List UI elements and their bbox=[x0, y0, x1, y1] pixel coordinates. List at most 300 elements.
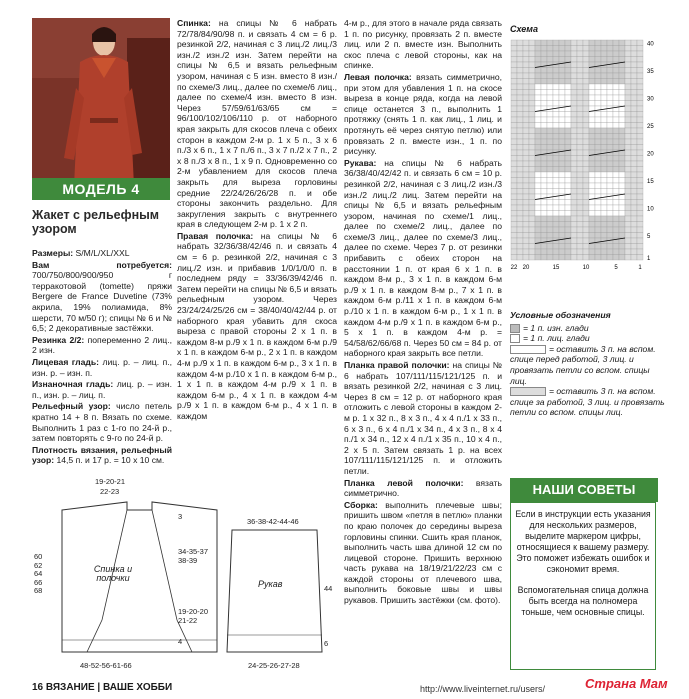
scheme-cell bbox=[547, 255, 553, 261]
scheme-cell bbox=[535, 249, 541, 255]
paragraph-heading: Планка левой полочки: bbox=[344, 477, 464, 488]
scheme-cell bbox=[607, 205, 613, 211]
scheme-cell bbox=[631, 128, 637, 134]
scheme-cell bbox=[553, 167, 559, 173]
scheme-cell bbox=[607, 145, 613, 151]
scheme-cell bbox=[583, 167, 589, 173]
scheme-cell bbox=[577, 106, 583, 112]
dim-label: 4 bbox=[178, 637, 183, 646]
scheme-cell bbox=[625, 205, 631, 211]
scheme-cell bbox=[547, 244, 553, 250]
scheme-cell bbox=[565, 123, 571, 129]
scheme-cell bbox=[541, 128, 547, 134]
scheme-cell bbox=[595, 249, 601, 255]
scheme-cell bbox=[553, 249, 559, 255]
scheme-cell bbox=[631, 90, 637, 96]
scheme-cell bbox=[565, 178, 571, 184]
paragraph-heading: Левая полочка: bbox=[344, 71, 412, 82]
scheme-cell bbox=[595, 183, 601, 189]
scheme-cell bbox=[619, 211, 625, 217]
paragraph-heading: Размеры: bbox=[32, 248, 74, 258]
scheme-cell bbox=[583, 233, 589, 239]
scheme-cell bbox=[529, 222, 535, 228]
scheme-cell bbox=[547, 156, 553, 162]
scheme-cell bbox=[535, 57, 541, 63]
scheme-cell bbox=[631, 244, 637, 250]
scheme-cell bbox=[565, 128, 571, 134]
scheme-cell bbox=[589, 128, 595, 134]
scheme-cell bbox=[577, 249, 583, 255]
scheme-cell bbox=[601, 101, 607, 107]
scheme-cell bbox=[547, 123, 553, 129]
scheme-cell bbox=[571, 249, 577, 255]
scheme-cell bbox=[595, 123, 601, 129]
scheme-cell bbox=[595, 233, 601, 239]
scheme-cell bbox=[523, 90, 529, 96]
scheme-cell bbox=[577, 117, 583, 123]
scheme-cell bbox=[523, 84, 529, 90]
scheme-cell bbox=[625, 62, 631, 68]
scheme-cell bbox=[637, 167, 643, 173]
scheme-cell bbox=[541, 46, 547, 52]
scheme-cell bbox=[523, 51, 529, 57]
scheme-cell bbox=[589, 112, 595, 118]
scheme-cell bbox=[559, 134, 565, 140]
scheme-cell bbox=[547, 233, 553, 239]
scheme-cell bbox=[625, 145, 631, 151]
scheme-cell bbox=[535, 134, 541, 140]
scheme-cell bbox=[607, 200, 613, 206]
scheme-cell bbox=[607, 189, 613, 195]
scheme-cell bbox=[541, 205, 547, 211]
scheme-cell bbox=[559, 255, 565, 261]
scheme-cell bbox=[577, 178, 583, 184]
scheme-cell bbox=[619, 205, 625, 211]
scheme-cell bbox=[637, 227, 643, 233]
scheme-cell bbox=[565, 249, 571, 255]
scheme-cell bbox=[571, 150, 577, 156]
scheme-cell bbox=[589, 101, 595, 107]
scheme-cell bbox=[577, 57, 583, 63]
scheme-cell bbox=[547, 189, 553, 195]
article-title: Жакет с рельефным узором bbox=[32, 208, 160, 236]
scheme-cell bbox=[559, 112, 565, 118]
scheme-cell bbox=[535, 128, 541, 134]
scheme-cell bbox=[535, 178, 541, 184]
scheme-cell bbox=[595, 112, 601, 118]
scheme-cell bbox=[589, 145, 595, 151]
scheme-cell bbox=[559, 51, 565, 57]
scheme-cell bbox=[625, 57, 631, 63]
scheme-cell bbox=[637, 57, 643, 63]
scheme-cell bbox=[589, 79, 595, 85]
scheme-cell bbox=[553, 73, 559, 79]
dim-label: 36-38-42-44-46 bbox=[247, 517, 299, 526]
scheme-cell bbox=[523, 106, 529, 112]
scheme-cell bbox=[625, 194, 631, 200]
scheme-cell bbox=[571, 128, 577, 134]
scheme-cell bbox=[571, 227, 577, 233]
scheme-cell bbox=[601, 128, 607, 134]
scheme-cell bbox=[625, 40, 631, 46]
scheme-cell bbox=[559, 123, 565, 129]
scheme-cell bbox=[595, 134, 601, 140]
scheme-cell bbox=[559, 139, 565, 145]
scheme-cell bbox=[637, 134, 643, 140]
text-column-2 bbox=[177, 18, 337, 423]
scheme-cell bbox=[637, 101, 643, 107]
scheme-cell bbox=[619, 51, 625, 57]
scheme-cell bbox=[625, 79, 631, 85]
scheme-cell bbox=[637, 183, 643, 189]
scheme-cell bbox=[529, 128, 535, 134]
scheme-cell bbox=[625, 183, 631, 189]
scheme-cell bbox=[583, 95, 589, 101]
scheme-cell bbox=[631, 40, 637, 46]
scheme-cell bbox=[547, 222, 553, 228]
scheme-cell bbox=[625, 222, 631, 228]
paragraph-text: лиц. р. – лиц. п., изн. р. – изн. п. bbox=[32, 356, 172, 378]
scheme-cell bbox=[559, 200, 565, 206]
scheme-cell bbox=[619, 40, 625, 46]
scheme-cell bbox=[571, 178, 577, 184]
scheme-cell bbox=[511, 112, 517, 118]
scheme-cell bbox=[529, 183, 535, 189]
scheme-cell bbox=[547, 79, 553, 85]
scheme-cell bbox=[547, 40, 553, 46]
scheme-cell bbox=[529, 84, 535, 90]
scheme-cell bbox=[613, 216, 619, 222]
scheme-cell bbox=[511, 134, 517, 140]
scheme-cell bbox=[547, 112, 553, 118]
scheme-cell bbox=[637, 90, 643, 96]
scheme-cell bbox=[529, 40, 535, 46]
scheme-cell bbox=[571, 238, 577, 244]
scheme-cell bbox=[589, 117, 595, 123]
scheme-cell bbox=[637, 95, 643, 101]
scheme-cell bbox=[523, 255, 529, 261]
scheme-cell bbox=[529, 73, 535, 79]
scheme-cell bbox=[511, 211, 517, 217]
scheme-cell bbox=[619, 161, 625, 167]
scheme-cell bbox=[553, 200, 559, 206]
scheme-cell bbox=[607, 255, 613, 261]
scheme-cell bbox=[583, 183, 589, 189]
scheme-cell bbox=[583, 211, 589, 217]
scheme-cell bbox=[517, 128, 523, 134]
scheme-cell bbox=[595, 139, 601, 145]
scheme-cell bbox=[595, 79, 601, 85]
scheme-cell bbox=[619, 73, 625, 79]
scheme-cell bbox=[529, 172, 535, 178]
scheme-cell bbox=[613, 101, 619, 107]
scheme-cell bbox=[565, 101, 571, 107]
scheme-cell bbox=[553, 222, 559, 228]
scheme-cell bbox=[511, 172, 517, 178]
scheme-cell bbox=[529, 156, 535, 162]
scheme-cell bbox=[619, 117, 625, 123]
scheme-cell bbox=[541, 211, 547, 217]
scheme-cell bbox=[631, 255, 637, 261]
scheme-cell bbox=[523, 139, 529, 145]
scheme-cell bbox=[565, 84, 571, 90]
scheme-cell bbox=[529, 51, 535, 57]
scheme-cell bbox=[541, 156, 547, 162]
scheme-cell bbox=[613, 90, 619, 96]
scheme-cell bbox=[553, 57, 559, 63]
scheme-cell bbox=[631, 145, 637, 151]
scheme-cell bbox=[523, 161, 529, 167]
scheme-cell bbox=[637, 106, 643, 112]
scheme-cell bbox=[541, 95, 547, 101]
scheme-cell bbox=[523, 172, 529, 178]
scheme-cell bbox=[571, 255, 577, 261]
scheme-cell bbox=[631, 123, 637, 129]
scheme-cell bbox=[523, 156, 529, 162]
scheme-cell bbox=[589, 172, 595, 178]
scheme-cell bbox=[625, 101, 631, 107]
scheme-cell bbox=[547, 95, 553, 101]
scheme-cell bbox=[553, 112, 559, 118]
scheme-cell bbox=[577, 161, 583, 167]
scheme-cell bbox=[589, 244, 595, 250]
sleeve-label: Рукав bbox=[258, 579, 283, 589]
scheme-cell bbox=[577, 51, 583, 57]
scheme-cell bbox=[523, 95, 529, 101]
scheme-cell bbox=[583, 84, 589, 90]
scheme-cell bbox=[547, 84, 553, 90]
page-footer: 16 ВЯЗАНИЕ | ВАШЕ ХОББИ bbox=[32, 682, 173, 693]
scheme-cell bbox=[583, 117, 589, 123]
scheme-cell bbox=[637, 117, 643, 123]
scheme-cell bbox=[523, 68, 529, 74]
scheme-cell bbox=[583, 112, 589, 118]
scheme-cell bbox=[523, 145, 529, 151]
scheme-cell bbox=[571, 233, 577, 239]
scheme-cell bbox=[541, 189, 547, 195]
scheme-cell bbox=[583, 134, 589, 140]
scheme-cell bbox=[559, 249, 565, 255]
scheme-cell bbox=[517, 172, 523, 178]
scheme-cell bbox=[589, 40, 595, 46]
scheme-cell bbox=[517, 40, 523, 46]
scheme-cell bbox=[631, 156, 637, 162]
scheme-cell bbox=[631, 172, 637, 178]
scheme-cell bbox=[535, 68, 541, 74]
scheme-cell bbox=[571, 40, 577, 46]
scheme-cell bbox=[631, 84, 637, 90]
scheme-cell bbox=[601, 40, 607, 46]
scheme-cell bbox=[535, 40, 541, 46]
scheme-title: Схема bbox=[510, 24, 538, 34]
scheme-cell bbox=[595, 84, 601, 90]
scheme-cell bbox=[601, 57, 607, 63]
scheme-cell bbox=[595, 167, 601, 173]
x-tick-label: 1 bbox=[638, 265, 642, 271]
scheme-cell bbox=[523, 211, 529, 217]
scheme-cell bbox=[547, 46, 553, 52]
scheme-cell bbox=[637, 62, 643, 68]
scheme-cell bbox=[577, 123, 583, 129]
paragraph-text: выполнить плечевые швы; пришить швом «петля в петлю» планки по краю полочек до середины выреза горловины спинки. Сшить края планок, выполнить часть шва длиной 12 см по лицевой стороне. Пришить верхнюю часть рукава на 18/19/21/22/23 см с каждой стороны от плечевого шва, выполнить боковые швы и швы рукавов. Пришить застёжки (см. фото). bbox=[344, 499, 502, 606]
scheme-cell bbox=[619, 227, 625, 233]
scheme-cell bbox=[637, 156, 643, 162]
model-label: МОДЕЛЬ 4 bbox=[32, 178, 170, 200]
scheme-cell bbox=[553, 46, 559, 52]
scheme-cell bbox=[631, 249, 637, 255]
scheme-cell bbox=[523, 101, 529, 107]
scheme-cell bbox=[517, 46, 523, 52]
scheme-cell bbox=[517, 150, 523, 156]
scheme-cell bbox=[559, 216, 565, 222]
scheme-cell bbox=[559, 68, 565, 74]
scheme-cell bbox=[577, 211, 583, 217]
scheme-cell bbox=[511, 90, 517, 96]
scheme-cell bbox=[583, 57, 589, 63]
scheme-cell bbox=[559, 57, 565, 63]
scheme-cell bbox=[511, 46, 517, 52]
scheme-cell bbox=[511, 238, 517, 244]
scheme-cell bbox=[541, 123, 547, 129]
scheme-cell bbox=[595, 46, 601, 52]
legend-item: = 1 п. лиц. глади bbox=[510, 333, 668, 344]
scheme-cell bbox=[601, 46, 607, 52]
scheme-cell bbox=[589, 51, 595, 57]
scheme-cell bbox=[535, 95, 541, 101]
scheme-cell bbox=[601, 205, 607, 211]
scheme-cell bbox=[637, 172, 643, 178]
scheme-cell bbox=[607, 183, 613, 189]
scheme-cell bbox=[535, 183, 541, 189]
scheme-cell bbox=[511, 249, 517, 255]
scheme-cell bbox=[631, 238, 637, 244]
scheme-cell bbox=[559, 233, 565, 239]
scheme-cell bbox=[565, 183, 571, 189]
scheme-cell bbox=[619, 134, 625, 140]
scheme-cell bbox=[577, 172, 583, 178]
scheme-cell bbox=[553, 134, 559, 140]
scheme-cell bbox=[577, 139, 583, 145]
scheme-cell bbox=[547, 172, 553, 178]
scheme-cell bbox=[577, 90, 583, 96]
scheme-cell bbox=[535, 255, 541, 261]
scheme-cell bbox=[535, 84, 541, 90]
scheme-cell bbox=[631, 216, 637, 222]
x-tick-label: 15 bbox=[552, 265, 560, 271]
scheme-cell bbox=[577, 238, 583, 244]
scheme-cell bbox=[547, 249, 553, 255]
scheme-cell bbox=[607, 79, 613, 85]
scheme-cell bbox=[637, 178, 643, 184]
paragraph-text: вязать симметрично. bbox=[344, 477, 502, 499]
scheme-cell bbox=[523, 194, 529, 200]
scheme-cell bbox=[511, 101, 517, 107]
x-tick-label: 5 bbox=[614, 265, 618, 271]
scheme-cell bbox=[565, 134, 571, 140]
scheme-cell bbox=[541, 84, 547, 90]
scheme-cell bbox=[613, 57, 619, 63]
scheme-cell bbox=[559, 222, 565, 228]
scheme-cell bbox=[565, 90, 571, 96]
scheme-cell bbox=[553, 84, 559, 90]
scheme-cell bbox=[571, 167, 577, 173]
scheme-cell bbox=[571, 123, 577, 129]
y-tick-label: 35 bbox=[647, 69, 654, 75]
scheme-cell bbox=[565, 222, 571, 228]
scheme-cell bbox=[619, 90, 625, 96]
scheme-cell bbox=[547, 211, 553, 217]
scheme-cell bbox=[523, 216, 529, 222]
scheme-cell bbox=[559, 40, 565, 46]
scheme-cell bbox=[547, 117, 553, 123]
scheme-cell bbox=[619, 233, 625, 239]
scheme-cell bbox=[583, 139, 589, 145]
scheme-cell bbox=[583, 150, 589, 156]
scheme-cell bbox=[637, 200, 643, 206]
scheme-cell bbox=[631, 112, 637, 118]
scheme-cell bbox=[631, 233, 637, 239]
scheme-cell bbox=[517, 238, 523, 244]
scheme-cell bbox=[601, 123, 607, 129]
scheme-cell bbox=[631, 150, 637, 156]
scheme-cell bbox=[577, 167, 583, 173]
scheme-cell bbox=[607, 95, 613, 101]
scheme-cell bbox=[529, 106, 535, 112]
scheme-cell bbox=[511, 216, 517, 222]
scheme-cell bbox=[613, 51, 619, 57]
scheme-cell bbox=[511, 73, 517, 79]
legend-item: = 1 п. изн. глади bbox=[510, 323, 668, 334]
scheme-cell bbox=[571, 68, 577, 74]
scheme-cell bbox=[571, 106, 577, 112]
scheme-cell bbox=[583, 216, 589, 222]
scheme-cell bbox=[595, 101, 601, 107]
scheme-cell bbox=[595, 90, 601, 96]
scheme-cell bbox=[571, 57, 577, 63]
scheme-cell bbox=[631, 161, 637, 167]
scheme-cell bbox=[619, 222, 625, 228]
scheme-cell bbox=[571, 139, 577, 145]
scheme-cell bbox=[577, 183, 583, 189]
scheme-cell bbox=[553, 101, 559, 107]
scheme-cell bbox=[517, 227, 523, 233]
scheme-cell bbox=[535, 112, 541, 118]
scheme-cell bbox=[565, 117, 571, 123]
scheme-cell bbox=[583, 238, 589, 244]
scheme-cell bbox=[613, 46, 619, 52]
scheme-cell bbox=[595, 145, 601, 151]
scheme-cell bbox=[631, 57, 637, 63]
scheme-cell bbox=[577, 227, 583, 233]
scheme-cell bbox=[571, 62, 577, 68]
scheme-cell bbox=[571, 145, 577, 151]
scheme-cell bbox=[577, 101, 583, 107]
scheme-cell bbox=[625, 249, 631, 255]
scheme-cell bbox=[517, 200, 523, 206]
scheme-cell bbox=[511, 145, 517, 151]
scheme-cell bbox=[553, 233, 559, 239]
scheme-cell bbox=[613, 68, 619, 74]
watermark: Страна Мам bbox=[585, 676, 668, 691]
scheme-cell bbox=[511, 222, 517, 228]
scheme-cell bbox=[535, 46, 541, 52]
scheme-cell bbox=[559, 156, 565, 162]
cable-front-icon bbox=[510, 345, 546, 354]
scheme-cell bbox=[571, 189, 577, 195]
scheme-cell bbox=[523, 222, 529, 228]
scheme-cell bbox=[511, 178, 517, 184]
scheme-cell bbox=[583, 249, 589, 255]
